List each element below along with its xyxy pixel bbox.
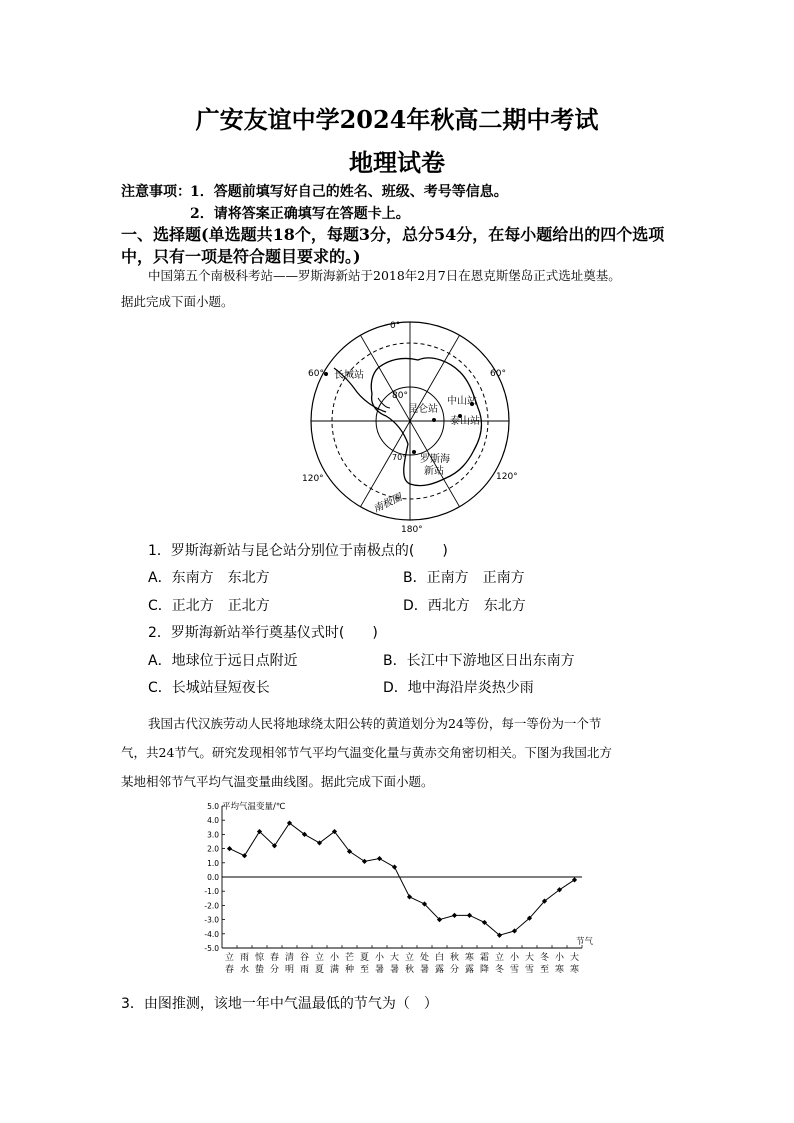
chart-category-label: 夏至 [359,953,370,975]
chart-category-label: 冬至 [539,953,550,975]
question-2-option-d: D．地中海沿岸炎热少雨 [383,680,534,696]
map-label-60-right: 60° [490,369,506,379]
map-label-70: 70° [392,453,407,462]
map-label-ross-1: 罗斯海 [420,454,450,465]
chart-category-label: 惊蛰 [254,953,265,975]
chart-y-tick-label: -1.0 [204,887,219,897]
question-1-option-b: B．正南方 正南方 [403,570,525,586]
chart-y-tick-label: -5.0 [204,944,219,953]
chart-category-label: 大寒 [569,953,580,975]
intro1-line2: 据此完成下面小题。 [121,294,234,309]
question-2-option-c: C．长城站昼短夜长 [148,680,270,696]
chart-y-tick-label: 4.0 [207,816,219,826]
chart-x-axis-label: 节气 [576,937,594,947]
intro2-line1: 我国古代汉族劳动人民将地球绕太阳公转的黄道划分为24等份，每一等份为一个节 [148,716,602,731]
map-label-ross-2: 新站 [424,466,444,477]
chart-y-tick-label: 0.0 [207,873,219,882]
notice-label: 注意事项： [121,184,191,200]
chart-y-tick-label: -3.0 [204,915,219,925]
chart-category-label: 立夏 [314,953,325,975]
chart-category-label: 霜降 [479,953,490,975]
antarctic-map [300,312,530,537]
chart-y-tick-label: -4.0 [204,929,219,939]
chart-category-label: 小雪 [509,953,520,975]
question-1-option-a: A．东南方 东北方 [148,570,270,586]
kunlun-dot [432,418,436,422]
chart-data-point [392,864,397,869]
question-3-stem: 3．由图推测，该地一年中气温最低的节气为（ ） [121,996,438,1012]
ross-dot [412,450,416,454]
chart-data-point [467,913,472,918]
chart-data-point [452,913,457,918]
notice-item-2: 2．请将答案正确填写在答题卡上。 [190,206,410,222]
chart-data-point [362,859,367,864]
map-label-zhongshan: 中山站 [447,396,477,407]
chart-category-label: 春分 [269,953,280,975]
chart-series-line [230,823,575,935]
chart-y-tick-label: -2.0 [204,901,219,911]
question-1-option-d: D．西北方 东北方 [403,598,526,614]
chart-category-label: 立冬 [494,953,505,975]
chart-category-label: 秋分 [449,953,460,975]
exam-title: 广安友谊中学2024年秋高二期中考试 [195,105,599,134]
section-heading-line1: 一、选择题(单选题共18个，每题3分，总分54分，在每小题给出的四个选项 [121,225,665,244]
chart-data-point [407,894,412,899]
map-label-changcheng: 长城站 [334,370,364,381]
chart-category-label: 小满 [329,953,340,975]
map-label-60-left: 60° [308,369,324,379]
question-2-stem: 2．罗斯海新站举行奠基仪式时( ) [148,625,378,641]
chart-category-label: 处暑 [419,953,430,975]
chart-category-label: 大暑 [389,953,400,975]
map-label-120-left: 120° [302,474,324,484]
chart-category-label: 立春 [224,953,235,975]
chart-category-label: 小暑 [374,953,385,975]
exam-subject: 地理试卷 [349,148,445,177]
map-label-antarctic-circle: 南极圈 [371,492,404,516]
map-label-0: 0° [390,321,401,331]
section-heading-line2: 中，只有一项是符合题目要求的。) [121,247,361,266]
chart-category-label: 立秋 [404,953,415,975]
chart-y-tick-label: 3.0 [207,830,219,840]
chart-category-label: 小寒 [554,953,565,975]
chart-category-label: 大雪 [524,953,535,975]
chart-category-label: 寒露 [464,953,475,975]
question-2-option-b: B．长江中下游地区日出东南方 [383,653,575,669]
map-label-80: 80° [392,391,408,401]
map-label-180: 180° [401,525,423,535]
chart-category-label: 清明 [284,953,295,975]
temperature-change-chart [196,798,606,980]
intro2-line3: 某地相邻节气平均气温变量曲线图。据此完成下面小题。 [121,774,434,789]
intro1-line1: 中国第五个南极科考站——罗斯海新站于2018年2月7日在恩克斯堡岛正式选址奠基。 [148,268,621,283]
chart-data-point [242,853,247,858]
chart-y-tick-label: 2.0 [207,844,219,854]
map-label-taishan: 泰山站 [450,416,480,427]
question-1-stem: 1．罗斯海新站与昆仑站分别位于南极点的( ) [148,543,448,559]
chart-data-point [227,846,232,851]
map-label-120-right: 120° [496,472,518,482]
chart-category-label: 雨水 [239,953,250,975]
intro2-line2: 气，共24节气。研究发现相邻节气平均气温变化量与黄赤交角密切相关。下图为我国北方 [121,745,612,760]
chart-y-tick-label: 5.0 [207,802,219,811]
chart-category-label: 白露 [434,953,445,975]
question-2-option-a: A．地球位于远日点附近 [148,653,298,669]
chart-data-point [572,877,577,882]
question-1-option-c: C．正北方 正北方 [148,598,270,614]
chart-y-axis-label: 平均气温变量/℃ [222,802,286,812]
changcheng-dot [324,372,328,376]
notice-item-1: 1．答题前填写好自己的姓名、班级、考号等信息。 [190,184,508,200]
chart-category-label: 芒种 [344,953,355,975]
chart-y-tick-label: 1.0 [207,858,219,868]
chart-category-label: 谷雨 [299,953,310,975]
map-label-kunlun: 昆仑站 [408,404,438,415]
chart-data-point [377,856,382,861]
